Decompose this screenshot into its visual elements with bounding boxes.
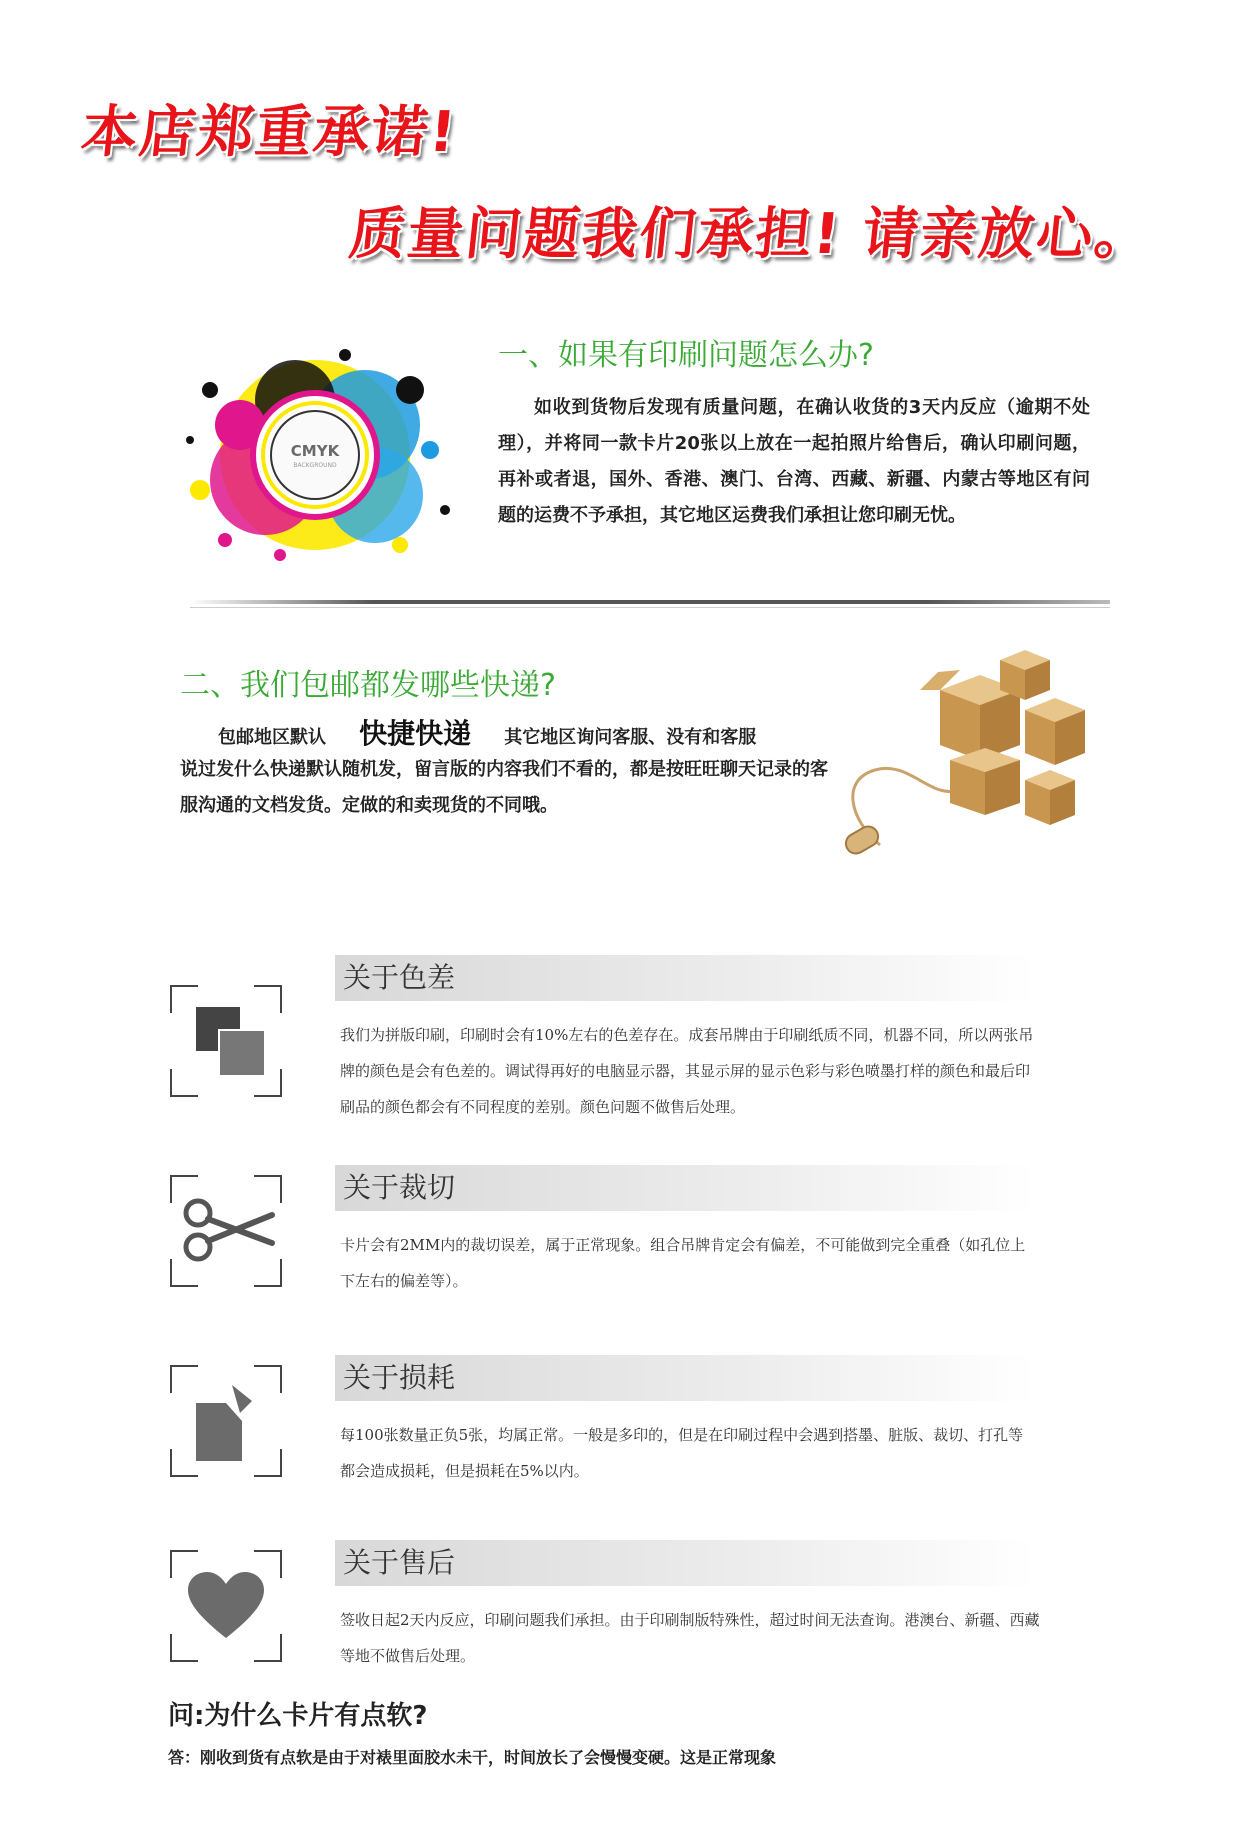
courier-prefix: 包邮地区默认 bbox=[218, 727, 326, 748]
scissors-icon bbox=[180, 1195, 276, 1265]
courier-suffix: 其它地区询问客服、没有和客服 bbox=[504, 727, 757, 748]
cutting-frame bbox=[170, 1175, 282, 1287]
cutting-title-bar bbox=[335, 1165, 1035, 1211]
section2-heading: 二、我们包邮都发哪些快递? bbox=[180, 668, 556, 703]
cmyk-splash-image bbox=[170, 330, 460, 580]
after-sales-text: 签收日起2天内反应，印刷问题我们承担。由于印刷制版特殊性，超过时间无法查询。港澳台、新疆、西藏等地不做售后处理。 bbox=[340, 1611, 1040, 1665]
cardboard-boxes-icon bbox=[820, 630, 1100, 870]
loss-title: 关于损耗 bbox=[343, 1361, 456, 1394]
loss-title-bar bbox=[335, 1355, 1035, 1401]
heart-icon bbox=[188, 1572, 264, 1640]
section2-paragraph: 说过发什么快递默认随机发，留言版的内容我们不看的，都是按旺旺聊天记录的客服沟通的文档发货。定做的和卖现货的不同哦。 bbox=[180, 759, 828, 816]
after-sales-title-bar bbox=[335, 1540, 1035, 1586]
faq-question: 问:为什么卡片有点软? bbox=[168, 1701, 428, 1731]
cutting-title: 关于裁切 bbox=[343, 1171, 456, 1204]
section-divider bbox=[190, 600, 1110, 604]
boxes-mouse-image bbox=[820, 630, 1100, 870]
color-diff-text: 我们为拼版印刷，印刷时会有10%左右的色差存在。成套吊牌由于印刷纸质不同，机器不同，所以两张吊牌的颜色是会有色差的。调试得再好的电脑显示器，其显示屏的显示色彩与彩色喷墨打样的颜色和最后印刷品的颜色都会有不同程度的差别。颜色问题不做售后处理。 bbox=[340, 1026, 1034, 1116]
promise-title: 本店郑重承诺! bbox=[78, 100, 461, 165]
loss-text: 每100张数量正负5张，均属正常。一般是多印的，但是在印刷过程中会遇到搭墨、脏版、裁切、打孔等都会造成损耗，但是损耗在5%以内。 bbox=[340, 1426, 1024, 1480]
after-sales-frame bbox=[170, 1550, 282, 1662]
color-diff-title: 关于色差 bbox=[343, 961, 456, 994]
section1-paragraph: 如收到货物后发现有质量问题，在确认收货的3天内反应（逾期不处理），并将同一款卡片20张以上放在一起拍照片给售后，确认印刷问题，再补或者退，国外、香港、澳门、台湾、西藏、新疆、内蒙古等地区有问题的运费不予承担，其它地区运费我们承担让您印刷无忧。 bbox=[498, 397, 1090, 526]
cut-corner-icon bbox=[196, 1385, 260, 1461]
faq-answer: 答：刚收到货有点软是由于对裱里面胶水未干，时间放长了会慢慢变硬。这是正常现象 bbox=[168, 1748, 777, 1767]
quality-slogan: 质量问题我们承担! 请亲放心。 bbox=[346, 202, 1156, 267]
color-squares-icon bbox=[196, 1007, 266, 1077]
cmyk-logo-subtext: BACKGROUND bbox=[293, 462, 337, 469]
courier-line bbox=[218, 712, 858, 756]
courier-name: 快捷快递 bbox=[359, 717, 472, 750]
after-sales-title: 关于售后 bbox=[343, 1546, 456, 1579]
color-diff-title-bar bbox=[335, 955, 1035, 1001]
loss-frame bbox=[170, 1365, 282, 1477]
section-divider-shadow bbox=[190, 607, 1110, 608]
color-diff-frame bbox=[170, 985, 282, 1097]
cmyk-logo-text: CMYK bbox=[290, 442, 340, 460]
section1-heading: 一、如果有印刷问题怎么办? bbox=[498, 338, 874, 373]
cutting-text: 卡片会有2MM内的裁切误差，属于正常现象。组合吊牌肯定会有偏差，不可能做到完全重叠（如孔位上下左右的偏差等）。 bbox=[340, 1236, 1026, 1290]
